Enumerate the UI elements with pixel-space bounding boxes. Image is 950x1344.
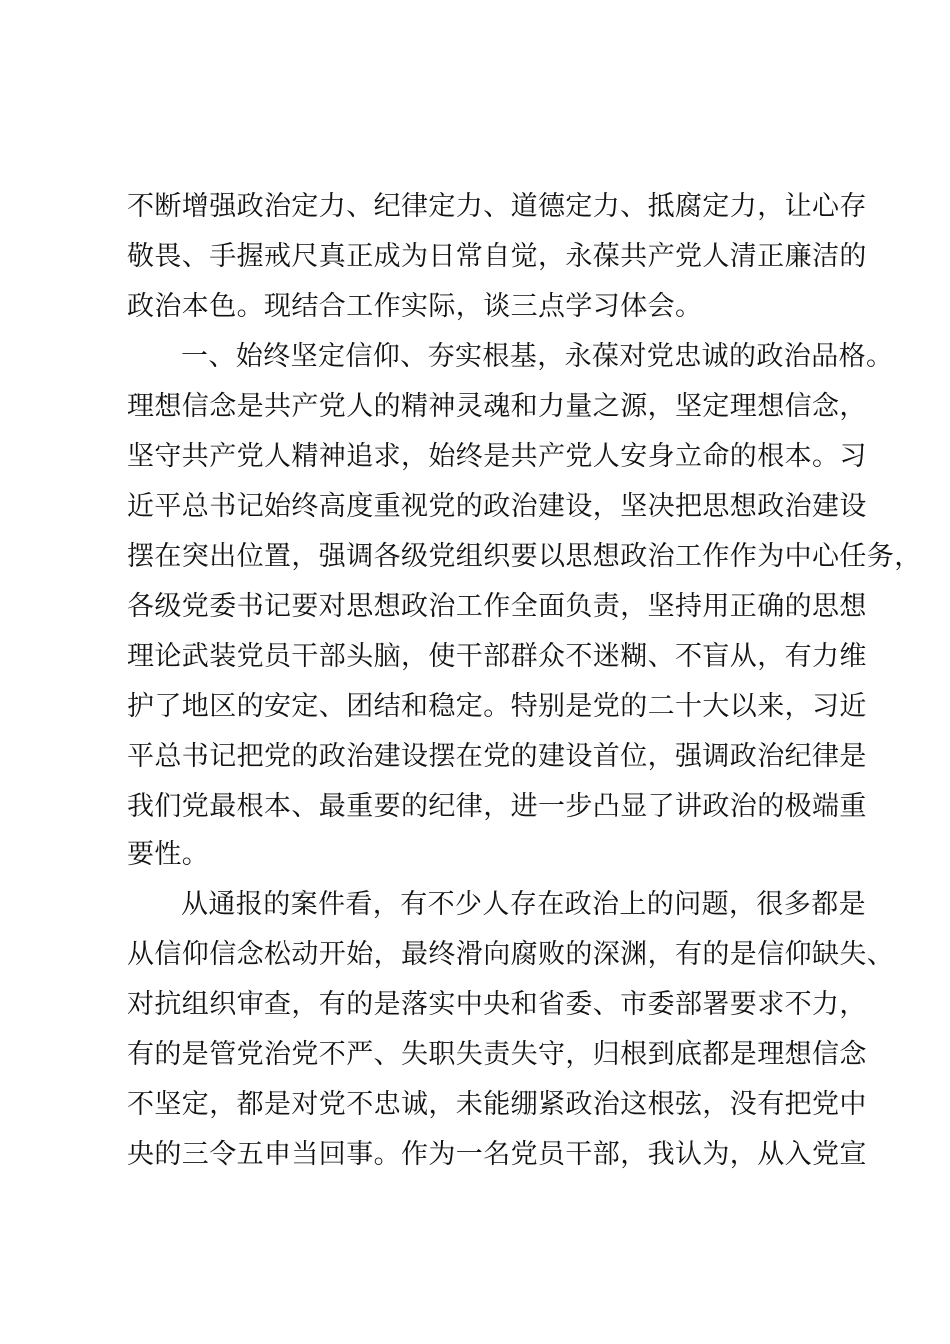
- paragraph-line: 各级党委书记要对思想政治工作全面负责，坚持用正确的思想: [127, 591, 867, 622]
- paragraph-line: 敬畏、手握戒尺真正成为日常自觉，永葆共产党人清正廉洁的: [127, 241, 867, 272]
- paragraph-line: 从通报的案件看，有不少人存在政治上的问题，很多都是: [181, 889, 866, 920]
- paragraph-line: 政治本色。现结合工作实际，谈三点学习体会。: [127, 291, 703, 322]
- paragraph-line: 对抗组织审查，有的是落实中央和省委、市委部署要求不力，: [127, 989, 867, 1020]
- paragraph-line: 不坚定，都是对党不忠诚，未能绷紧政治这根弦，没有把党中: [127, 1089, 867, 1120]
- paragraph-line: 平总书记把党的政治建设摆在党的建设首位，强调政治纪律是: [127, 741, 867, 772]
- paragraph-line: 理论武装党员干部头脑，使干部群众不迷糊、不盲从，有力维: [127, 641, 867, 672]
- paragraph-line: 坚守共产党人精神追求，始终是共产党人安身立命的根本。习: [127, 441, 867, 472]
- paragraph-line: 护了地区的安定、团结和稳定。特别是党的二十大以来，习近: [127, 691, 867, 722]
- paragraph-line: 从信仰信念松动开始，最终滑向腐败的深渊，有的是信仰缺失、: [127, 939, 895, 970]
- paragraph-line: 我们党最根本、最重要的纪律，进一步凸显了讲政治的极端重: [127, 791, 867, 822]
- paragraph-line: 不断增强政治定力、纪律定力、道德定力、抵腐定力，让心存: [127, 191, 867, 222]
- paragraph-line: 央的三令五申当回事。作为一名党员干部，我认为，从入党宣: [127, 1139, 867, 1170]
- section-heading: 一、始终坚定信仰、夯实根基，永葆对党忠诚的政治品格。: [181, 341, 894, 372]
- paragraph-line: 近平总书记始终高度重视党的政治建设，坚决把思想政治建设: [127, 491, 867, 522]
- paragraph-line: 有的是管党治党不严、失职失责失守，归根到底都是理想信念: [127, 1039, 867, 1070]
- paragraph-line: 理想信念是共产党人的精神灵魂和力量之源，坚定理想信念，: [127, 391, 867, 422]
- paragraph-line: 摆在突出位置，强调各级党组织要以思想政治工作作为中心任务，: [127, 541, 922, 572]
- paragraph-line: 要性。: [127, 839, 210, 870]
